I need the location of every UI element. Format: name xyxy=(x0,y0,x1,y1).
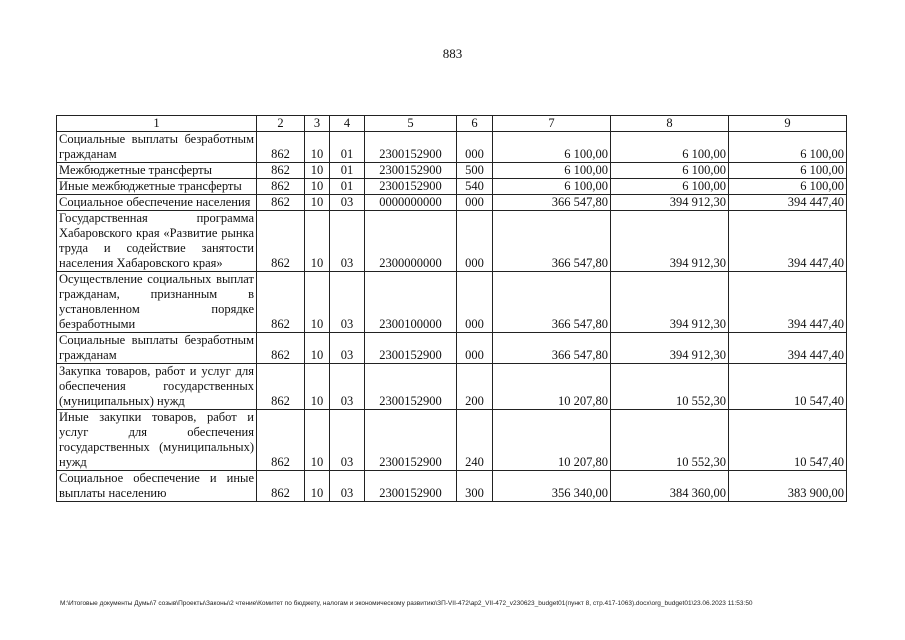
target-article-cell: 2300152900 xyxy=(365,179,457,195)
code-cell: 862 xyxy=(257,179,305,195)
target-article-cell: 0000000000 xyxy=(365,195,457,211)
expense-type-cell: 200 xyxy=(457,364,493,410)
section-cell: 10 xyxy=(305,471,330,502)
target-article-cell: 2300152900 xyxy=(365,132,457,163)
expense-type-cell: 300 xyxy=(457,471,493,502)
header-cell: 1 xyxy=(57,116,257,132)
amount-cell: 394 912,30 xyxy=(611,195,729,211)
section-cell: 10 xyxy=(305,272,330,333)
amount-cell: 6 100,00 xyxy=(611,132,729,163)
table-row xyxy=(57,211,847,272)
code-cell: 862 xyxy=(257,132,305,163)
table-row xyxy=(57,195,847,211)
amount-cell: 394 447,40 xyxy=(729,333,847,364)
target-article-cell: 2300152900 xyxy=(365,333,457,364)
amount-cell: 394 447,40 xyxy=(729,272,847,333)
amount-cell: 6 100,00 xyxy=(611,179,729,195)
expense-type-cell: 000 xyxy=(457,132,493,163)
budget-table xyxy=(56,115,847,502)
expense-type-cell: 000 xyxy=(457,211,493,272)
target-article-cell: 2300152900 xyxy=(365,163,457,179)
amount-cell: 6 100,00 xyxy=(729,179,847,195)
expense-type-cell: 240 xyxy=(457,410,493,471)
amount-cell: 10 547,40 xyxy=(729,364,847,410)
row-name-cell: Социальное обеспечение населения xyxy=(57,195,257,211)
subsection-cell: 01 xyxy=(330,163,365,179)
expense-type-cell: 000 xyxy=(457,195,493,211)
row-name-cell: Социальные выплаты безработным гражданам xyxy=(57,333,257,364)
row-name-cell: Осуществление социальных выплат гражданам, признанным в установленном порядке безработными xyxy=(57,272,257,333)
target-article-cell: 2300152900 xyxy=(365,471,457,502)
amount-cell: 6 100,00 xyxy=(493,163,611,179)
header-cell: 6 xyxy=(457,116,493,132)
amount-cell: 394 447,40 xyxy=(729,211,847,272)
code-cell: 862 xyxy=(257,195,305,211)
amount-cell: 356 340,00 xyxy=(493,471,611,502)
subsection-cell: 03 xyxy=(330,272,365,333)
target-article-cell: 2300152900 xyxy=(365,410,457,471)
section-cell: 10 xyxy=(305,364,330,410)
amount-cell: 6 100,00 xyxy=(611,163,729,179)
amount-cell: 10 552,30 xyxy=(611,364,729,410)
header-cell: 3 xyxy=(305,116,330,132)
amount-cell: 6 100,00 xyxy=(729,163,847,179)
subsection-cell: 03 xyxy=(330,211,365,272)
amount-cell: 366 547,80 xyxy=(493,195,611,211)
subsection-cell: 03 xyxy=(330,195,365,211)
header-cell: 9 xyxy=(729,116,847,132)
section-cell: 10 xyxy=(305,195,330,211)
code-cell: 862 xyxy=(257,333,305,364)
row-name-cell: Межбюджетные трансферты xyxy=(57,163,257,179)
expense-type-cell: 540 xyxy=(457,179,493,195)
code-cell: 862 xyxy=(257,211,305,272)
target-article-cell: 2300100000 xyxy=(365,272,457,333)
code-cell: 862 xyxy=(257,163,305,179)
header-cell: 8 xyxy=(611,116,729,132)
amount-cell: 394 912,30 xyxy=(611,333,729,364)
section-cell: 10 xyxy=(305,211,330,272)
amount-cell: 366 547,80 xyxy=(493,211,611,272)
table-row xyxy=(57,272,847,333)
subsection-cell: 01 xyxy=(330,132,365,163)
table-row xyxy=(57,333,847,364)
amount-cell: 394 447,40 xyxy=(729,195,847,211)
amount-cell: 10 207,80 xyxy=(493,364,611,410)
subsection-cell: 01 xyxy=(330,179,365,195)
table-row xyxy=(57,471,847,502)
amount-cell: 366 547,80 xyxy=(493,272,611,333)
code-cell: 862 xyxy=(257,272,305,333)
amount-cell: 394 912,30 xyxy=(611,272,729,333)
subsection-cell: 03 xyxy=(330,364,365,410)
subsection-cell: 03 xyxy=(330,333,365,364)
table-row xyxy=(57,410,847,471)
section-cell: 10 xyxy=(305,163,330,179)
subsection-cell: 03 xyxy=(330,471,365,502)
expense-type-cell: 000 xyxy=(457,333,493,364)
row-name-cell: Социальные выплаты безработным гражданам xyxy=(57,132,257,163)
amount-cell: 10 552,30 xyxy=(611,410,729,471)
code-cell: 862 xyxy=(257,410,305,471)
table-row xyxy=(57,179,847,195)
row-name-cell: Иные межбюджетные трансферты xyxy=(57,179,257,195)
section-cell: 10 xyxy=(305,132,330,163)
table-header-row xyxy=(57,116,847,132)
target-article-cell: 2300152900 xyxy=(365,364,457,410)
subsection-cell: 03 xyxy=(330,410,365,471)
header-cell: 2 xyxy=(257,116,305,132)
amount-cell: 6 100,00 xyxy=(493,179,611,195)
section-cell: 10 xyxy=(305,179,330,195)
header-cell: 5 xyxy=(365,116,457,132)
amount-cell: 366 547,80 xyxy=(493,333,611,364)
header-cell: 4 xyxy=(330,116,365,132)
section-cell: 10 xyxy=(305,333,330,364)
code-cell: 862 xyxy=(257,471,305,502)
amount-cell: 394 912,30 xyxy=(611,211,729,272)
page-number: 883 xyxy=(442,46,463,61)
row-name-cell: Государственная программа Хабаровского края «Развитие рынка труда и содействие занятости населения Хабаровского края» xyxy=(57,211,257,272)
expense-type-cell: 000 xyxy=(457,272,493,333)
amount-cell: 10 547,40 xyxy=(729,410,847,471)
amount-cell: 10 207,80 xyxy=(493,410,611,471)
header-cell: 7 xyxy=(493,116,611,132)
table-row xyxy=(57,132,847,163)
amount-cell: 384 360,00 xyxy=(611,471,729,502)
amount-cell: 6 100,00 xyxy=(729,132,847,163)
table-row xyxy=(57,163,847,179)
file-path-footer: M:\Итоговые документы Думы\7 созыв\Проекты\Законы\2 чтение\Комитет по бюджету, налогам и экономическому развитию\ЗП-VII-472\ap2_VII-472_v230623_budget01(пункт 8, стр.417-1063).docx\org_budget01\23.06.2023 11:53:50 xyxy=(60,600,753,607)
code-cell: 862 xyxy=(257,364,305,410)
target-article-cell: 2300000000 xyxy=(365,211,457,272)
expense-type-cell: 500 xyxy=(457,163,493,179)
amount-cell: 6 100,00 xyxy=(493,132,611,163)
row-name-cell: Социальное обеспечение и иные выплаты населению xyxy=(57,471,257,502)
table-row xyxy=(57,364,847,410)
row-name-cell: Закупка товаров, работ и услуг для обеспечения государственных (муниципальных) нужд xyxy=(57,364,257,410)
section-cell: 10 xyxy=(305,410,330,471)
amount-cell: 383 900,00 xyxy=(729,471,847,502)
row-name-cell: Иные закупки товаров, работ и услуг для обеспечения государственных (муниципальных) нужд xyxy=(57,410,257,471)
